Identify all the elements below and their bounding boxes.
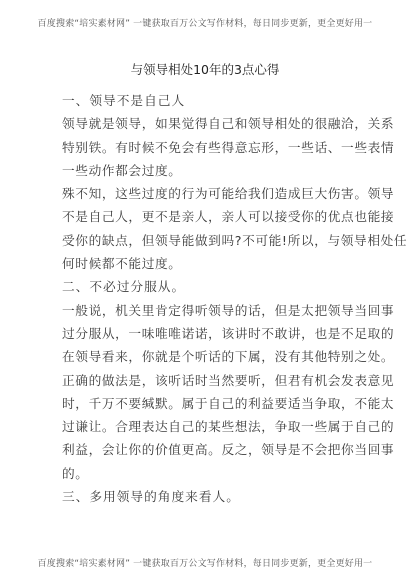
body-line: 一般说，机关里肯定得听领导的话，但是太把领导当回事 bbox=[62, 302, 395, 318]
body-line: 过分服从，一味唯唯诺诺，该讲时不敢讲，也是不足取的 bbox=[62, 325, 395, 341]
body-line: 何时候都不能过度。 bbox=[62, 256, 182, 272]
body-line: 殊不知，这些过度的行为可能给我们造成巨大伤害。领导 bbox=[62, 186, 395, 202]
body-line: 过谦让。合理表达自己的某些想法，争取一些属于自己的 bbox=[62, 419, 395, 435]
body-line: 在领导看来，你就是个听话的下属，没有其他特别之处。 bbox=[62, 349, 395, 365]
body-line: 特别铁。有时候不免会有些得意忘形，一些话、一些表情 bbox=[62, 139, 395, 155]
body-line: 不是自己人，更不是亲人，亲人可以接受你的优点也能接 bbox=[62, 209, 395, 225]
footer-note: 百度搜索“培实素材网” 一键获取百万公文写作材料，每日同步更新，更全更好用一 bbox=[37, 559, 373, 569]
section-heading-3: 三、多用领导的角度来看人。 bbox=[62, 489, 240, 505]
body-line: 的。 bbox=[62, 465, 89, 481]
body-line: 时，千万不要缄默。属于自己的利益要适当争取，不能太 bbox=[62, 395, 395, 411]
document-body bbox=[62, 89, 408, 508]
header-note: 百度搜索“培实素材网” 一键获取百万公文写作材料，每日同步更新，更全更好用一 bbox=[37, 19, 373, 29]
document-title: 与领导相处10年的3点心得 bbox=[130, 62, 280, 77]
section-heading-2: 二、不必过分服从。 bbox=[62, 279, 186, 295]
body-line: 受你的缺点，但领导能做到吗?不可能!所以，与领导相处任 bbox=[62, 232, 408, 248]
body-line: 正确的做法是，该听话时当然要听，但君有机会发表意见 bbox=[62, 372, 395, 388]
body-line: 一些动作都会过度。 bbox=[62, 162, 182, 178]
body-line: 利益，会让你的价值更高。反之，领导是不会把你当回事 bbox=[62, 442, 395, 458]
body-line: 领导就是领导，如果觉得自己和领导相处的很融洽，关系 bbox=[62, 116, 395, 132]
section-heading-1: 一、领导不是自己人 bbox=[62, 93, 186, 108]
